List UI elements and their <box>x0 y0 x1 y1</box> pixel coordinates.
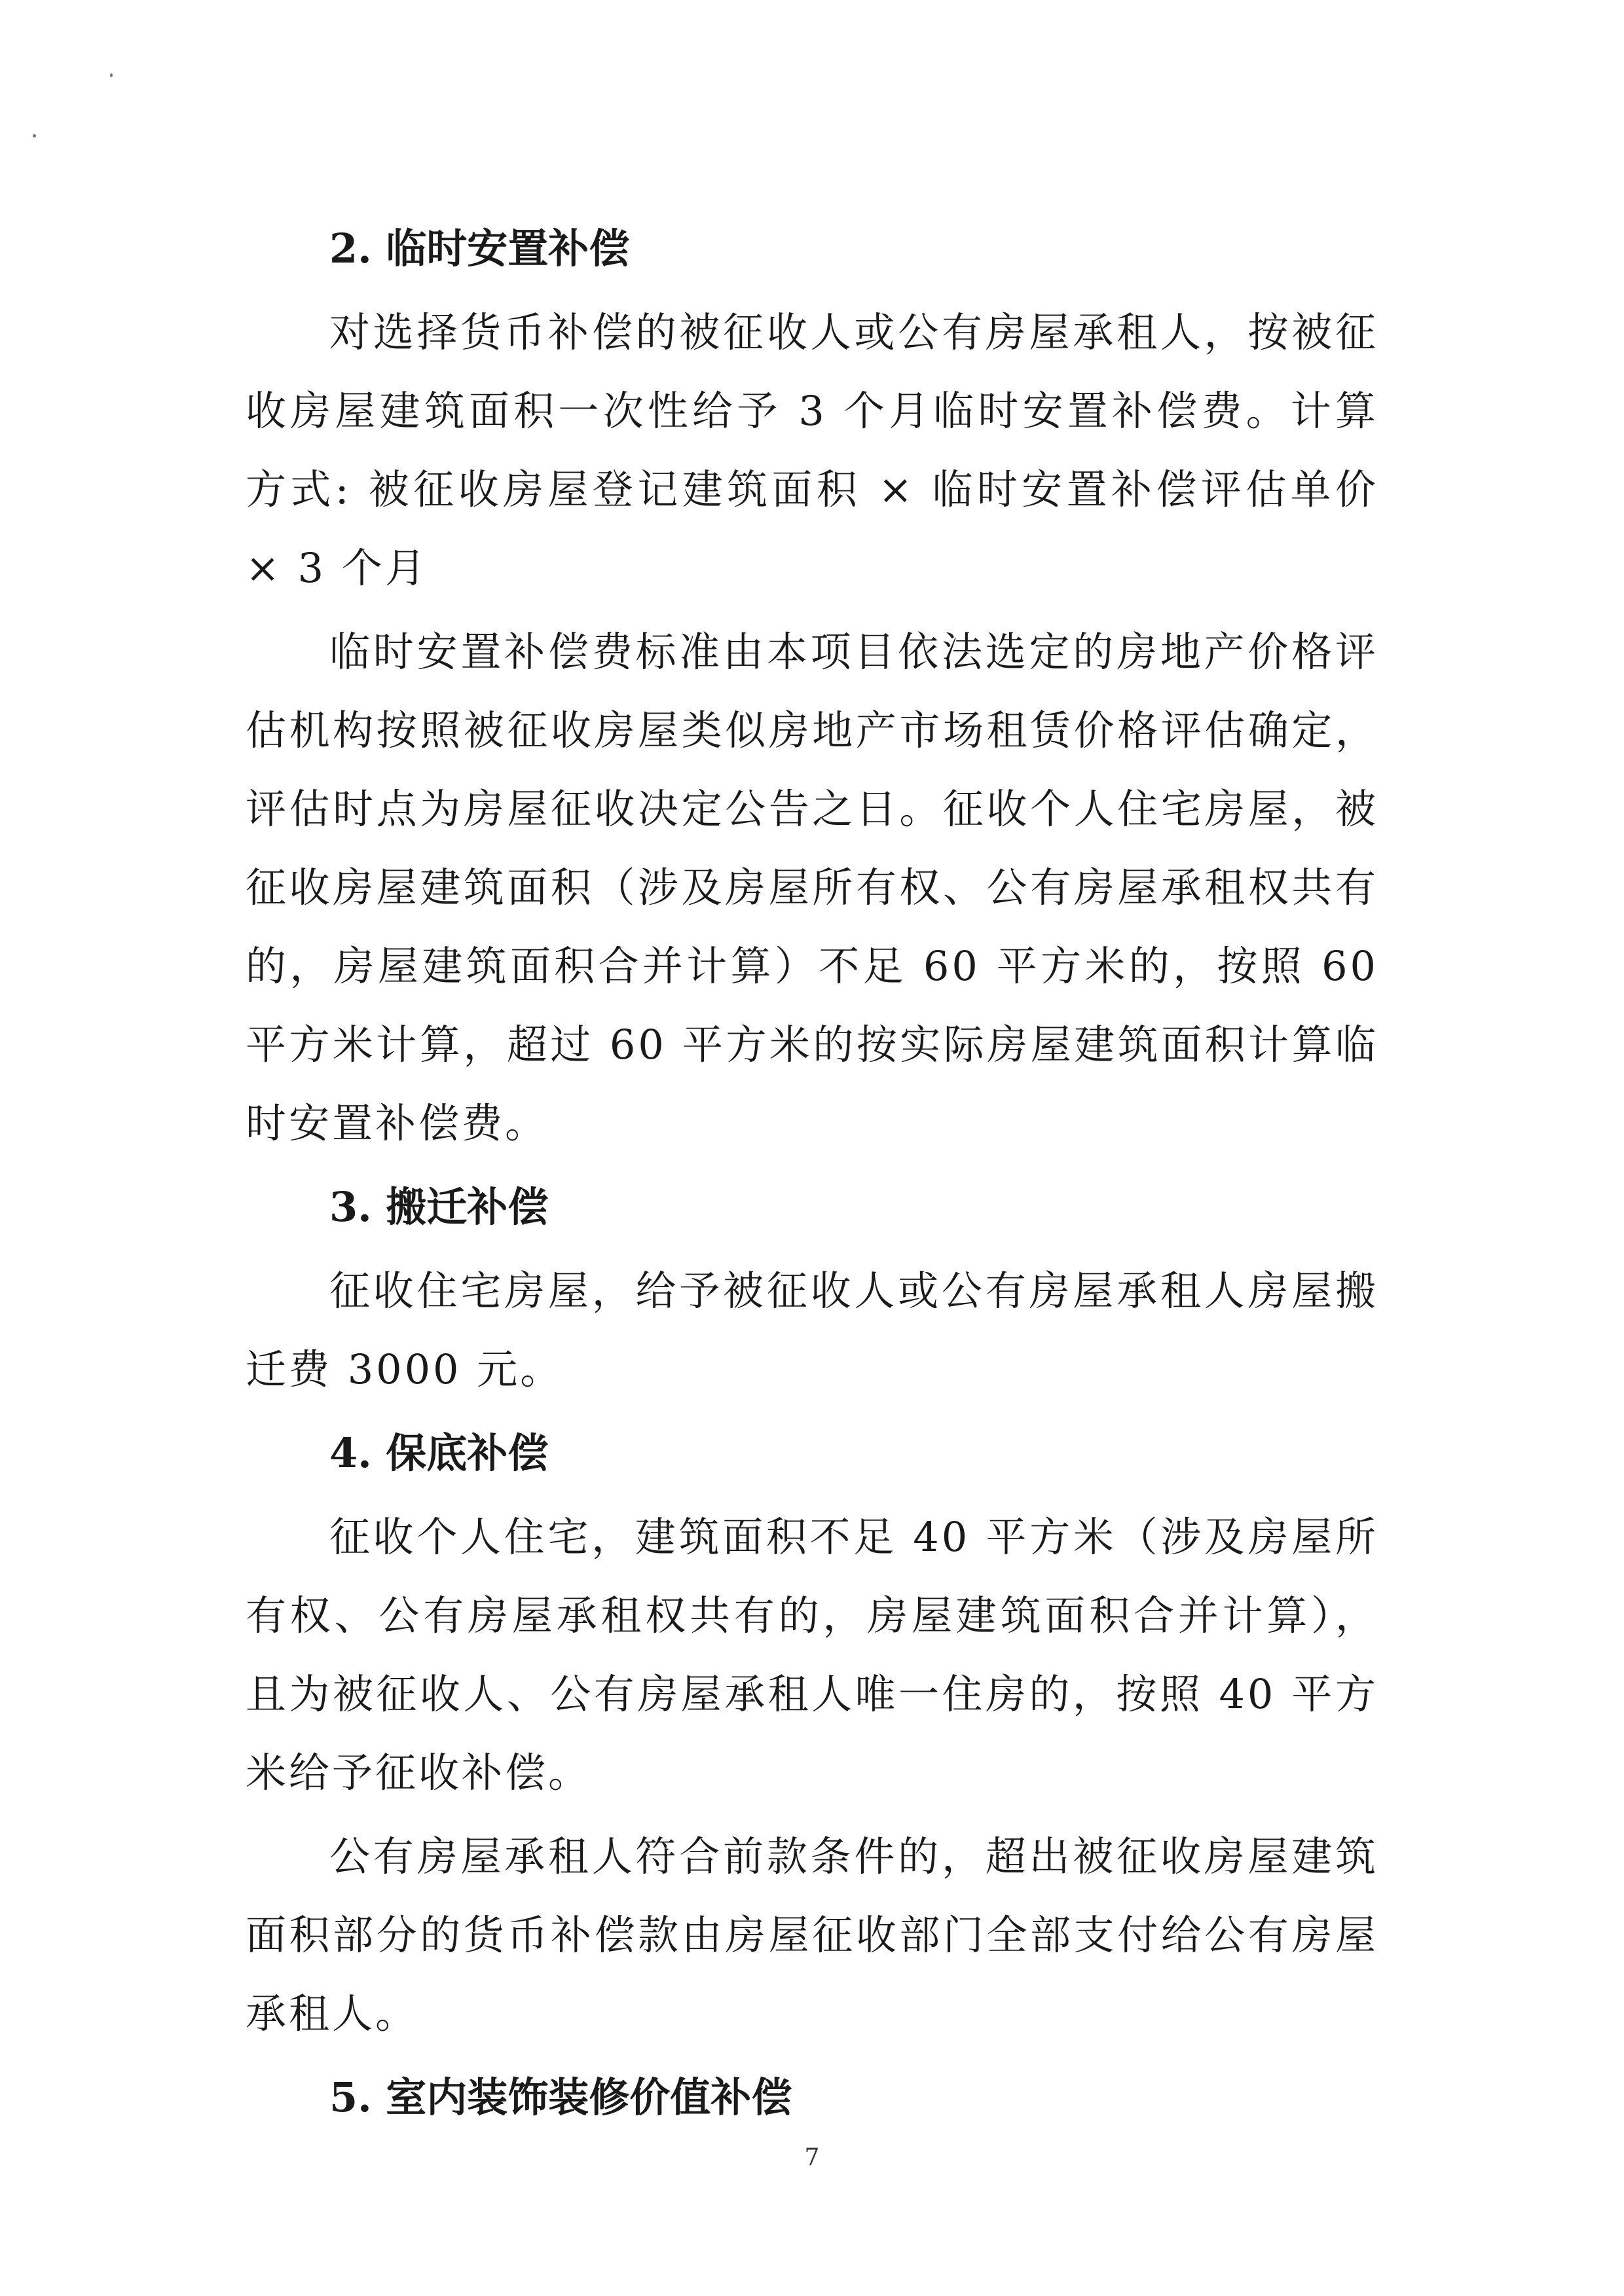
paragraph: 征收个人住宅，建筑面积不足 40 平方米（涉及房屋所有权、公有房屋承租权共有的，房屋建筑面积合并计算），且为被征收人、公有房屋承租人唯一住房的，按照 40 平方米给予征收补偿。 <box>246 1513 1378 1796</box>
document-body <box>246 210 1378 2142</box>
section-heading: 3. 搬迁补偿 <box>329 1183 549 1231</box>
paragraph: 征收住宅房屋，给予被征收人或公有房屋承租人房屋搬迁费 3000 元。 <box>246 1267 1378 1393</box>
paragraph: 对选择货币补偿的被征收人或公有房屋承租人，按被征收房屋建筑面积一次性给予 3 个月临时安置补偿费。计算方式: 被征收房屋登记建筑面积 × 临时安置补偿评估单价 × 3 个月 <box>246 308 1378 592</box>
section-heading: 2. 临时安置补偿 <box>329 225 630 272</box>
paragraph: 临时安置补偿费标准由本项目依法选定的房地产价格评估机构按照被征收房屋类似房地产市场租赁价格评估确定，评估时点为房屋征收决定公告之日。征收个人住宅房屋，被征收房屋建筑面积（涉及房屋所有权、公有房屋承租权共有的，房屋建筑面积合并计算）不足 60 平方米的，按照 60 平方米计算，超过 60 平方米的按实际房屋建筑面积计算临时安置补偿费。 <box>246 628 1378 1147</box>
scan-speck <box>110 73 113 77</box>
paragraph: 公有房屋承租人符合前款条件的，超出被征收房屋建筑面积部分的货币补偿款由房屋征收部门全部支付给公有房屋承租人。 <box>246 1832 1378 2037</box>
page-number: 7 <box>804 2144 820 2171</box>
section-heading: 5. 室内装饰装修价值补偿 <box>329 2073 792 2121</box>
scan-speck <box>33 134 36 137</box>
section-heading: 4. 保底补偿 <box>329 1429 549 1477</box>
